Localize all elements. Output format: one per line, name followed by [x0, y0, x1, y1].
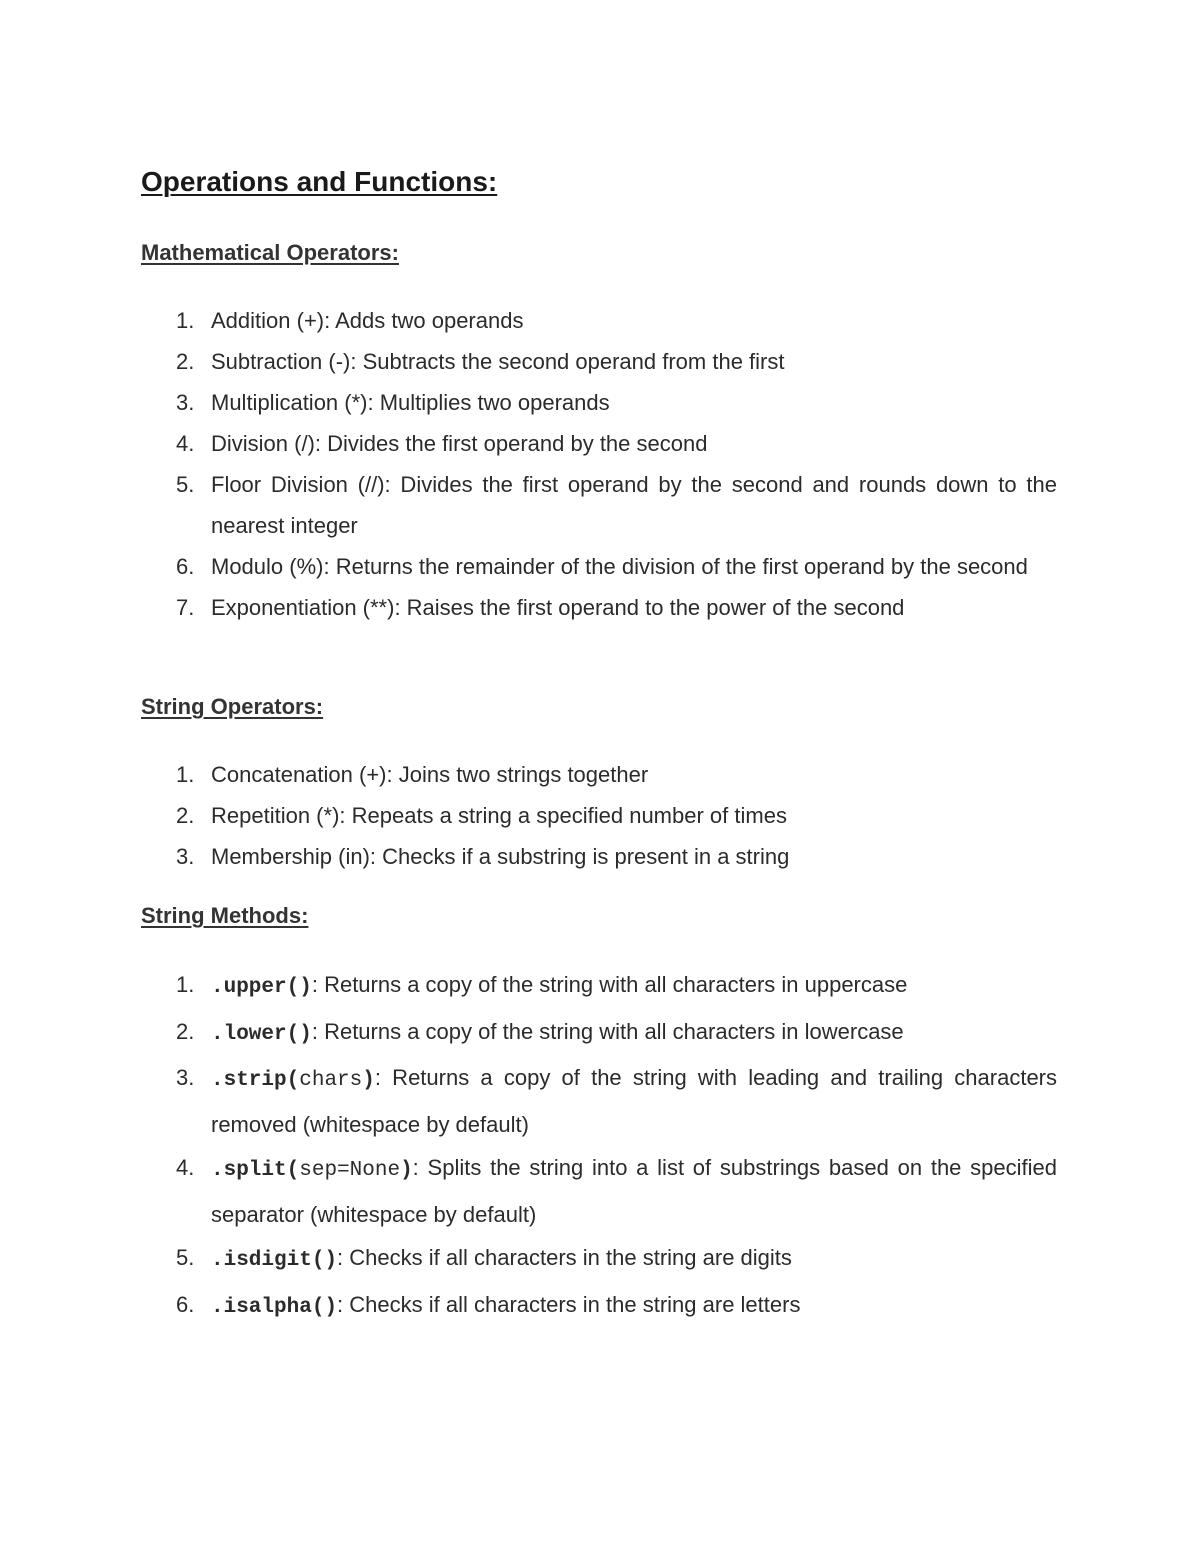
- item-text: : Splits the string into a list of substrings based on the specified separator (whitespace by default): [211, 1155, 1057, 1227]
- item-text: : Returns a copy of the string with leading and trailing characters removed (whitespace by default): [211, 1065, 1057, 1137]
- item-number: 4.: [176, 431, 195, 456]
- method-code: .isdigit(): [211, 1249, 338, 1272]
- method-code: .strip(chars): [211, 1069, 375, 1092]
- list-item: [141, 1056, 1057, 1146]
- item-text: : Checks if all characters in the string are letters: [337, 1291, 801, 1317]
- item-number: 7.: [176, 595, 195, 620]
- item-number: 3.: [176, 844, 195, 869]
- method-name: .strip: [211, 1069, 287, 1092]
- list-item: [141, 795, 1057, 836]
- item-number: 6.: [176, 554, 195, 579]
- item-number: 1.: [176, 972, 195, 997]
- item-number: 3.: [176, 1065, 195, 1090]
- list-item: [141, 546, 1057, 587]
- document-page: [141, 162, 1057, 1319]
- math-operators-heading: Mathematical Operators:: [141, 240, 399, 265]
- string-methods-heading: String Methods:: [141, 903, 309, 928]
- method-name: .lower: [211, 1022, 287, 1046]
- list-item: [141, 300, 1057, 341]
- string-methods-list: [141, 963, 1057, 1329]
- list-item: [141, 341, 1057, 382]
- list-item: [141, 1236, 1057, 1283]
- document-title: Operations and Functions:: [141, 166, 498, 197]
- item-text: Addition (+): Adds two operands: [211, 308, 524, 333]
- list-item: [141, 423, 1057, 464]
- method-code: .lower(): [211, 1022, 312, 1046]
- item-text: Exponentiation (**): Raises the first operand to the power of the second: [211, 595, 905, 620]
- item-text: Subtraction (-): Subtracts the second operand from the first: [211, 349, 785, 374]
- list-item: [141, 963, 1057, 1010]
- item-number: 6.: [176, 1291, 195, 1317]
- item-text: Modulo (%): Returns the remainder of the division of the first operand by the second: [211, 554, 1028, 579]
- item-text: Repetition (*): Repeats a string a specified number of times: [211, 803, 787, 828]
- item-text: Concatenation (+): Joins two strings together: [211, 762, 649, 787]
- method-code: .upper(): [211, 976, 312, 999]
- item-number: 2.: [176, 1018, 195, 1044]
- method-arg: chars: [299, 1069, 363, 1092]
- item-number: 1.: [176, 762, 195, 787]
- item-number: 3.: [176, 390, 195, 415]
- item-number: 4.: [176, 1155, 195, 1180]
- item-text: : Returns a copy of the string with all characters in uppercase: [311, 972, 908, 997]
- list-item: [141, 587, 1057, 628]
- method-code: .split(sep=None): [211, 1159, 413, 1182]
- item-number: 2.: [176, 803, 195, 828]
- item-text: Membership (in): Checks if a substring is present in a string: [211, 844, 790, 869]
- method-name: .isdigit: [211, 1249, 312, 1272]
- item-number: 2.: [176, 349, 195, 374]
- string-operators-section: [141, 692, 1057, 877]
- item-text: Division (/): Divides the first operand by the second: [211, 431, 708, 456]
- item-text: Multiplication (*): Multiplies two operands: [211, 390, 610, 415]
- list-item: [141, 754, 1057, 795]
- math-operators-section: [141, 238, 1057, 628]
- string-operators-heading: String Operators:: [141, 694, 324, 719]
- string-operators-list: [141, 754, 1057, 877]
- item-number: 1.: [176, 308, 195, 333]
- item-number: 5.: [176, 472, 195, 497]
- list-item: [141, 836, 1057, 877]
- list-item: [141, 1283, 1057, 1330]
- list-item: [141, 382, 1057, 423]
- list-item: [141, 464, 1057, 546]
- string-methods-section: [141, 901, 1057, 1329]
- item-text: Floor Division (//): Divides the first operand by the second and rounds down to the nearest integer: [211, 472, 1057, 538]
- method-arg: sep=None: [299, 1159, 401, 1182]
- math-operators-list: [141, 300, 1057, 628]
- method-name: .split: [211, 1159, 287, 1182]
- list-item: [141, 1010, 1057, 1057]
- method-name: .isalpha: [211, 1295, 312, 1319]
- list-item: [141, 1146, 1057, 1236]
- item-number: 5.: [176, 1245, 195, 1270]
- method-code: .isalpha(): [211, 1295, 338, 1319]
- item-text: : Returns a copy of the string with all characters in lowercase: [311, 1018, 904, 1044]
- item-text: : Checks if all characters in the string are digits: [337, 1245, 792, 1270]
- method-name: .upper: [211, 976, 287, 999]
